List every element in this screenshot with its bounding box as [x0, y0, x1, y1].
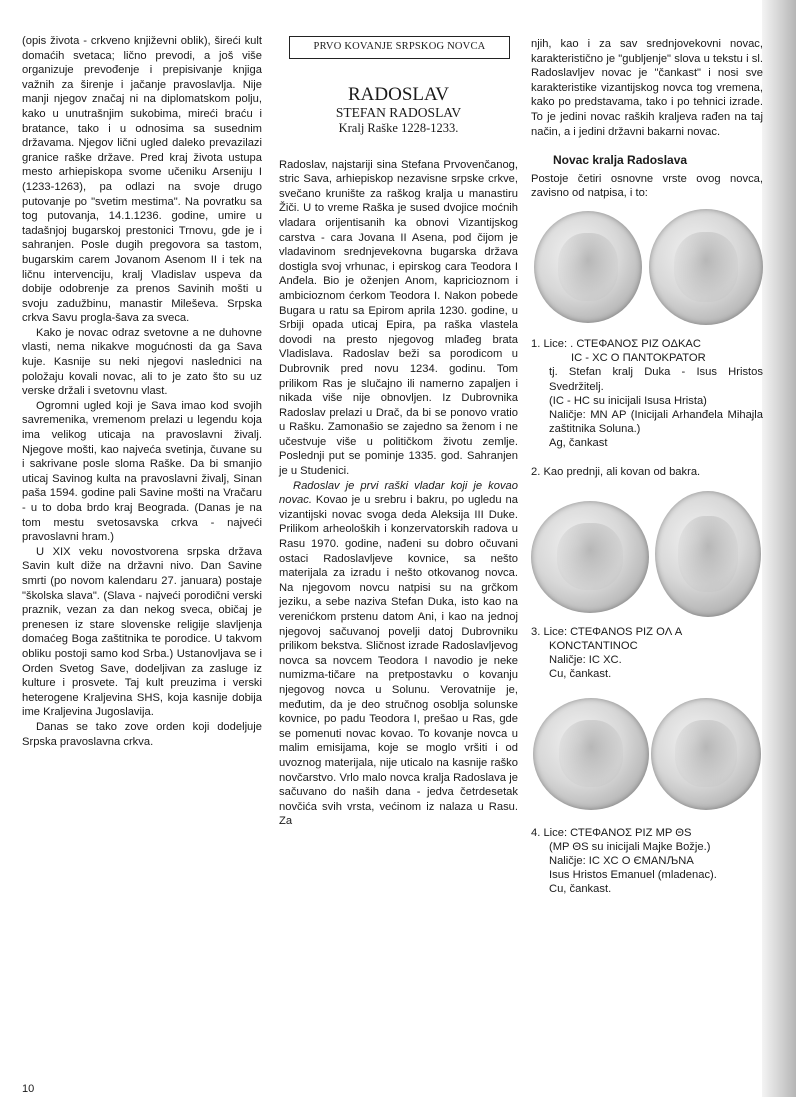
caption-line: Cu, čankast.	[549, 883, 612, 896]
paragraph-text: Kovao je u srebru i bakru, po ugledu na vizantijski novac svoga deda Aleksija III Duke. Prilikom arheoloških i konzervatorskih radova u Rasu 1970. godine, nađeni su dobro očuvani ostaci Radoslavljeve kovnice, sa nešto materijala za izradu i nešto otkovanog novca. Na njegovom novcu natpisi su na grčkom jeziku, a sebe naziva Stefan Duka, isto kao na verenićkom prstenu datom Ani, i kao na jednoj njegovoj sačuvanoj povelji datoj Dubrovniku prilikom bekstva. Sličnost izrade Radoslavljevog novca sa novcem Teodora I navodio je neke numizma-tičare na pretpostavku o kovanju njegovog novca u Solunu. Verovatnije je, međutim, da je deo stručnog osoblja solunske kovnice, po padu Teodora I, prešao u Ras, gde se pomenuti novac kovao. To kovanje novca u malim emisijama, koje se moglo vršiti i od uvoznog materijala, nije uticalo na kasnije raško novčarstvo. Vrlo malo novca kralja Radoslava je sačuvano do naših dana - jedva četrdesetak novčića svih vrsta, većinom iz nalaza u Rasu. Za	[279, 494, 518, 828]
column-middle	[279, 34, 518, 829]
coin-obverse-image	[531, 501, 649, 613]
caption-line: (IC - HC su inicijali Isusa Hrista)	[549, 394, 707, 407]
paragraph: Postoje četiri osnovne vrste ovog novca, zavisno od natpisa, i to:	[531, 172, 763, 200]
column-left	[22, 34, 262, 749]
caption-line: Naličje: MN AP (Inicijali Arhanđela Mihajla zaštitnika Soluna.)	[549, 408, 763, 436]
caption-line: IC - XC O ΠΑΝΤΟΚΡΑΤΟR	[571, 352, 706, 365]
coin-caption-2	[531, 465, 763, 479]
paragraph: Ogromni ugled koji je Sava imao kod svojih savremenika, vremenom prelazi u legendu koja ima velikog uticaja na pravoslavni živalj. Njegove mošti, kao najveća svetinja, čuvane su i sakrivane posle sloma Raške. Da bi smanjio uticaj Savinog kulta na pravoslavni živalj, Sinan paša 1594. godine pali Savine mošti na Vračaru - u to doba brdo kraj Beograda. (Danas je na tom mestu svetosavska crkva - najveći pravoslavni hram.)	[22, 399, 262, 544]
column-right	[531, 37, 763, 897]
caption-line: Cu, čankast.	[549, 668, 612, 681]
coin-reverse-image	[649, 209, 763, 325]
caption-line: 2. Kao prednji, ali kovan od bakra.	[531, 465, 701, 478]
binding-gutter	[762, 0, 796, 1097]
caption-line: tj. Stefan kralj Duka - Isus Hristos Svedržitelj.	[549, 366, 763, 393]
coin-image-1	[531, 201, 763, 337]
article-reign: Kralj Raške 1228-1233.	[338, 120, 459, 135]
coin-image-3	[531, 682, 763, 826]
article-title-block	[279, 85, 518, 136]
caption-line: Naličje: IC XC O ЄMANЉNA	[549, 854, 694, 867]
coin-reverse-image	[655, 491, 761, 617]
paragraph: Kako je novac odraz svetovne a ne duhovne vlasti, nema nikakve mogućnosti da ga Sava kuje. Kasnije su neki njegovi naslednici na položaju kovali novac, ali to je zato što su uz verske držali i svetovnu vlast.	[22, 326, 262, 398]
emphasis-text: Radoslav je prvi raški vladar koji je kovao novac.	[279, 479, 518, 507]
caption-line: 3. Lice: СТЕΦΑΝΟS PIZ OΛ A	[531, 625, 683, 638]
paragraph: U XIX veku novostvorena srpska država Savin kult diže na državni nivo. Dan Savine smrti (po novom kalendaru 27. januara) postaje "školska slava". (Slava - najveći porodični verski praznik, vezan za dan nekog sveca, običaj je prenesen iz stare slovenske religije slavljenja domaćeg Boga zaštitnika te porodice. U takvom obliku postoji samo kod Srba.) Ustanovljava se i Orden Svetog Save, dodeljivan za zasluge iz kulture i prosvete. Taj kult preuzima i verski heterogene Kraljevina SHS, koja kasnije dobija ime Kraljevina Jugoslavija.	[22, 545, 262, 719]
page-number: 10	[22, 1083, 35, 1095]
caption-line: Naličje: IC XC.	[549, 654, 622, 667]
coin-obverse-image	[533, 698, 649, 810]
caption-line: KONCTANTINOC	[549, 639, 638, 652]
paragraph: (opis života - crkveno književni oblik), šireći kult domaćih svetaca; lično prevodi, a još više organizuje prevođenje i prepisivanje knjiga važnih za širenje i jačanje pravoslavlja. Nije manji njegov značaj ni na diplomatskom polju, kako u unutrašnjim sukobima, mireći braću i bratance, tako i u odnosima sa susednim državama. Njegov lični ugled daleko prevazilazi granice raške države. Pred kraj života ustupa mesto arhiepiskopa svome učeniku Arseniju I (1233-1263), pa odlazi na svoje drugo putovanje po "svetim mestima". Na povratku sa tog putovanja, 14.1.1236. godine, umire u tadašnjoj bugarskoj prestonici Trnovu, gde je i sahranjen. Posle dugih pregovora sa tastom, bugarskim carem Jovanom Asenom II i tek na ličnu intervenciju, kralj Vladislav uspeva da dobije odobrenje za prenos Savinih mošti u svoju zadužbinu, manastir Mileševa. Srpska crkva Savu progla-šava za sveca.	[22, 35, 262, 325]
caption-line: (MP ΘS su inicijali Majke Božje.)	[549, 840, 711, 853]
coin-caption-3	[531, 625, 763, 682]
paragraph: Radoslav, najstariji sina Stefana Prvovenčanog, stric Sava, arhiepiskop nezavisne srpske crkve, svečano krunište za raškog kralja u manastiru Žiči. U to vreme Raška je sused dvojice moćnih vladara orijentisanih ka obnovi Vizantijskog carstva - cara Jovana II Asena, pod čijom je vladavinom srednjevekovna bugarska država dostigla svoj vrhunac, i epirskog cara Teodora I Anđela. Bio je oženjen Anom, kapricioznom i ambicioznom ćerkom Teodora I. Nakon pobede Bugara u ratu sa Epirom aprila 1230. godine, u Srbiji opada uticaj Epira, pa raška vlastela dovodi na presto njegovog mlađeg brata Vladislava. Radoslav beži sa porodicom u Dubrovnik pred novu 1234. godinu. Tom prilikom Ras je slučajno ili namerno zapaljen i nikada više nije obnovljen. Iz Dubrovnika Radoslav prelazi u Drač, da bi se ponovo vratio u Rašku. Zamonašio se zajedno sa ženom i ne učestvuje više u političkom životu zemlje. Poslednji put se pominje 1335. god. Sahranjen je u Studenici.	[279, 158, 518, 478]
coin-caption-1	[531, 337, 763, 451]
paragraph: njih, kao i za sav srednjovekovni novac, karakteristično je "gubljenje" slova u tekstu i sl. Radoslavljev novac je "čankast" i nosi sve karakteristike vizantijskog novca tog vremena, kako po predstavama, tako i po tehnici izrade. To je jedini novac raških kraljeva rađen na taj način, a i jedini državni bakarni novac.	[531, 38, 763, 138]
caption-line: 4. Lice: СТЕΦΑΝΟΣ PIZ MP ΘS	[531, 826, 692, 839]
caption-line: Ag, čankast	[549, 437, 608, 450]
caption-line: 1. Lice: . СТЕΦΑΝΟΣ PIZ OΔΚΑC	[531, 337, 701, 350]
article-subtitle: STEFAN RADOSLAV	[335, 104, 462, 120]
coin-image-2	[531, 479, 763, 625]
coin-obverse-image	[534, 211, 642, 323]
coin-reverse-image	[651, 698, 761, 810]
coin-caption-4	[531, 826, 763, 897]
section-heading: Novac kralja Radoslava	[553, 153, 688, 168]
paragraph	[279, 479, 518, 829]
section-label: PRVO KOVANJE SRPSKOG NOVCA	[289, 36, 510, 59]
caption-line: Isus Hristos Emanuel (mladenac).	[549, 869, 717, 882]
paragraph: Danas se tako zove orden koji dodeljuje Srpska pravoslavna crkva.	[22, 720, 262, 748]
article-title: RADOSLAV	[347, 83, 449, 105]
